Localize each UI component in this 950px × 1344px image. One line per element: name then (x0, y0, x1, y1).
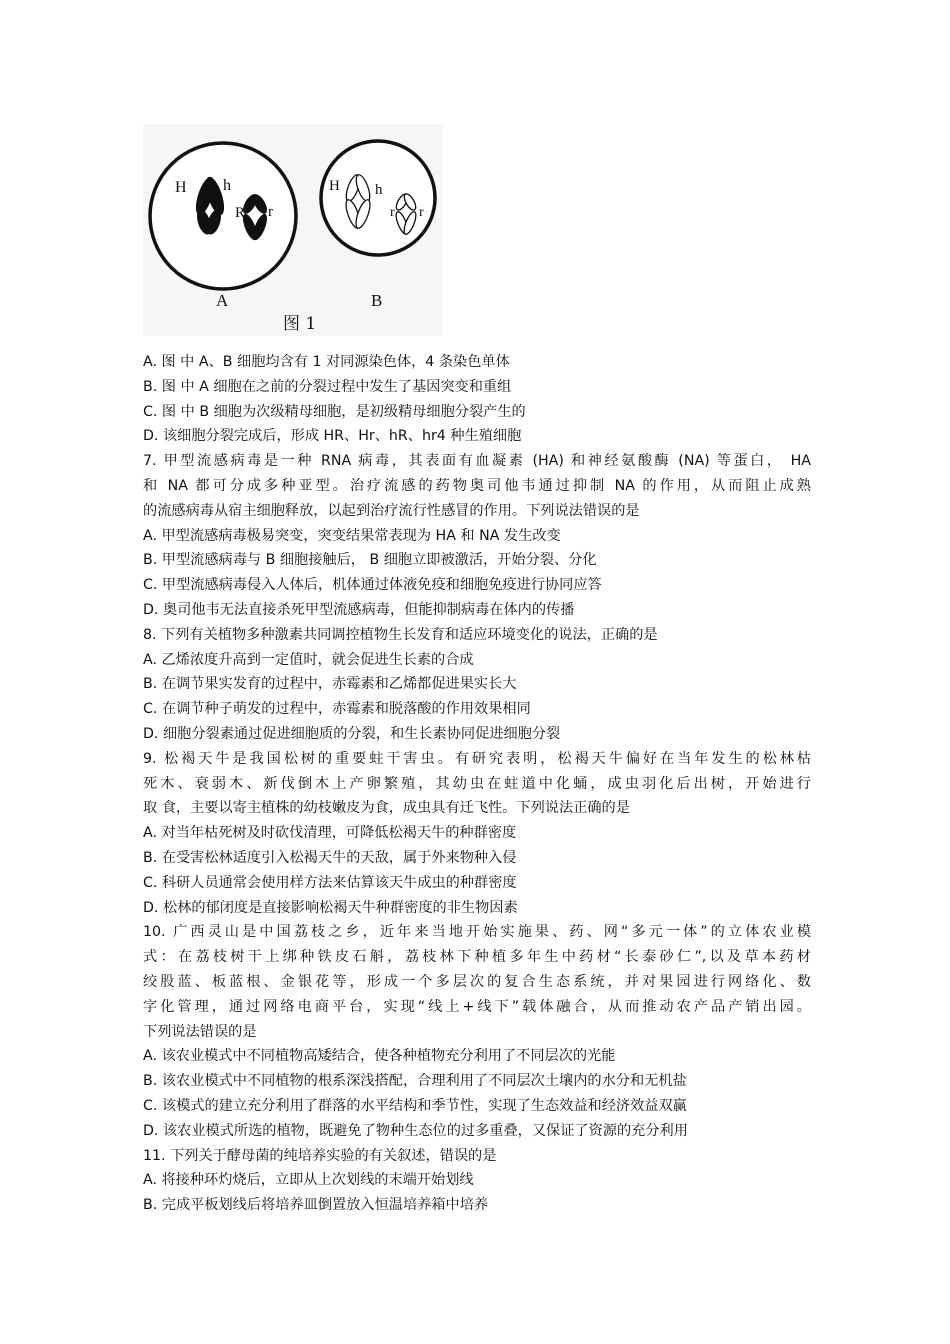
question-10-stem: 下列说法错误的是 (143, 1023, 257, 1040)
option-7c: C. 甲型流感病毒侵入人体后，机体通过体液免疫和细胞免疫进行协同应答 (143, 577, 602, 594)
option-10c: C. 该模式的建立充分利用了群落的水平结构和季节性，实现了生态效益和经济效益双赢 (143, 1097, 687, 1114)
cell-b-membrane (321, 141, 435, 255)
option-11b: B. 完成平板划线后将培养皿倒置放入恒温培养箱中培养 (143, 1197, 489, 1214)
question-7-stem: 7. 甲型流感病毒是一种 RNA 病毒，其表面有血凝素 (HA) 和神经氨酸酶 (NA) 等蛋白， HA (143, 453, 811, 470)
gene-label-a-R: R (235, 205, 246, 221)
option-7a: A. 甲型流感病毒极易突变，突变结果常表现为 HA 和 NA 发生改变 (143, 527, 561, 544)
option-7b: B. 甲型流感病毒与 B 细胞接触后， B 细胞立即被激活，开始分裂、分化 (143, 552, 597, 569)
gene-label-b-r1: r (390, 205, 395, 220)
question-text-block (143, 350, 811, 1218)
cell-a-membrane (150, 143, 296, 289)
option-9a: A. 对当年枯死树及时砍伐清理，可降低松褐天牛的种群密度 (143, 825, 517, 842)
gene-label-a-h: h (223, 177, 231, 194)
question-10-stem: 字化管理，通过网络电商平台，实现“线上+线下”载体融合，从而推动农产品产销出园。 (143, 998, 811, 1015)
gene-label-a-H: H (175, 179, 187, 196)
figure-1-cell-diagram (143, 124, 443, 336)
option-9d: D. 松林的郁闭度是直接影响松褐天牛种群密度的非生物因素 (143, 899, 518, 916)
question-9-stem: 9. 松褐天牛是我国松树的重要蛀干害虫。有研究表明，松褐天牛偏好在当年发生的松林枯 (143, 750, 811, 767)
option-10a: A. 该农业模式中不同植物高矮结合，使各种植物充分利用了不同层次的光能 (143, 1048, 616, 1065)
question-9-stem: 取 食，主要以寄主植株的幼枝嫩皮为食，成虫具有迁飞性。下列说法正确的是 (143, 800, 630, 817)
question-10-stem: 10. 广西灵山是中国荔枝之乡，近年来当地开始实施果、药、网“多元一体”的立体农业模 (143, 924, 811, 941)
option-10d: D. 该农业模式所选的植物，既避免了物种生态位的过多重叠，又保证了资源的充分利用 (143, 1122, 688, 1139)
option-8c: C. 在调节种子萌发的过程中，赤霉素和脱落酸的作用效果相同 (143, 701, 531, 718)
question-10-stem: 式：在荔枝树干上绑种铁皮石斛，荔枝林下种植多年生中药材“长泰砂仁”,以及草本药材 (143, 949, 811, 966)
option-7d: D. 奥司他韦无法直接杀死甲型流感病毒，但能抑制病毒在体内的传播 (143, 601, 575, 618)
option-11a: A. 将接种环灼烧后，立即从上次划线的末端开始划线 (143, 1172, 474, 1189)
option-10b: B. 该农业模式中不同植物的根系深浅搭配，合理利用了不同层次土壤内的水分和无机盐 (143, 1073, 687, 1090)
gene-label-b-h: h (375, 182, 383, 198)
question-8-stem: 8. 下列有关植物多种激素共同调控植物生长发育和适应环境变化的说法，正确的是 (143, 626, 658, 643)
figure-caption: 图 1 (283, 314, 317, 334)
question-7-stem: 的流感病毒从宿主细胞释放，以起到治疗流行性感冒的作用。下列说法错误的是 (143, 502, 640, 519)
option-8d: D. 细胞分裂素通过促进细胞质的分裂，和生长素协同促进细胞分裂 (143, 725, 561, 742)
option-6b: B. 图 中 A 细胞在之前的分裂过程中发生了基因突变和重组 (143, 378, 512, 395)
question-9-stem: 死木、衰弱木、新伐倒木上产卵繁殖，其幼虫在蛀道中化蛹，成虫羽化后出树，开始进行 (143, 775, 811, 792)
question-10-stem: 绞股蓝、板蓝根、金银花等，形成一个多层次的复合生态系统，并对果园进行网络化、数 (143, 973, 811, 990)
cell-a-label: A (216, 291, 229, 310)
cell-b-label: B (371, 291, 383, 310)
option-6c: C. 图 中 B 细胞为次级精母细胞，是初级精母细胞分裂产生的 (143, 403, 526, 420)
option-6a: A. 图 中 A、B 细胞均含有 1 对同源染色体，4 条染色单体 (143, 354, 510, 370)
gene-label-b-r2: r (419, 205, 424, 220)
question-11-stem: 11. 下列关于酵母菌的纯培养实验的有关叙述，错误的是 (143, 1147, 497, 1164)
gene-label-a-r: r (268, 204, 273, 220)
gene-label-b-H: H (329, 178, 340, 194)
option-9b: B. 在受害松林适度引入松褐天牛的天敌，属于外来物种入侵 (143, 849, 517, 866)
option-6d: D. 该细胞分裂完成后，形成 HR、Hr、hR、hr4 种生殖细胞 (143, 428, 522, 445)
option-8a: A. 乙烯浓度升高到一定值时，就会促进生长素的合成 (143, 651, 474, 668)
question-7-stem: 和 NA 都可分成多种亚型。治疗流感的药物奥司他韦通过抑制 NA 的作用，从而阻止成熟 (143, 477, 811, 494)
option-9c: C. 科研人员通常会使用样方法来估算该天牛成虫的种群密度 (143, 874, 517, 891)
option-8b: B. 在调节果实发育的过程中，赤霉素和乙烯都促进果实长大 (143, 676, 517, 693)
